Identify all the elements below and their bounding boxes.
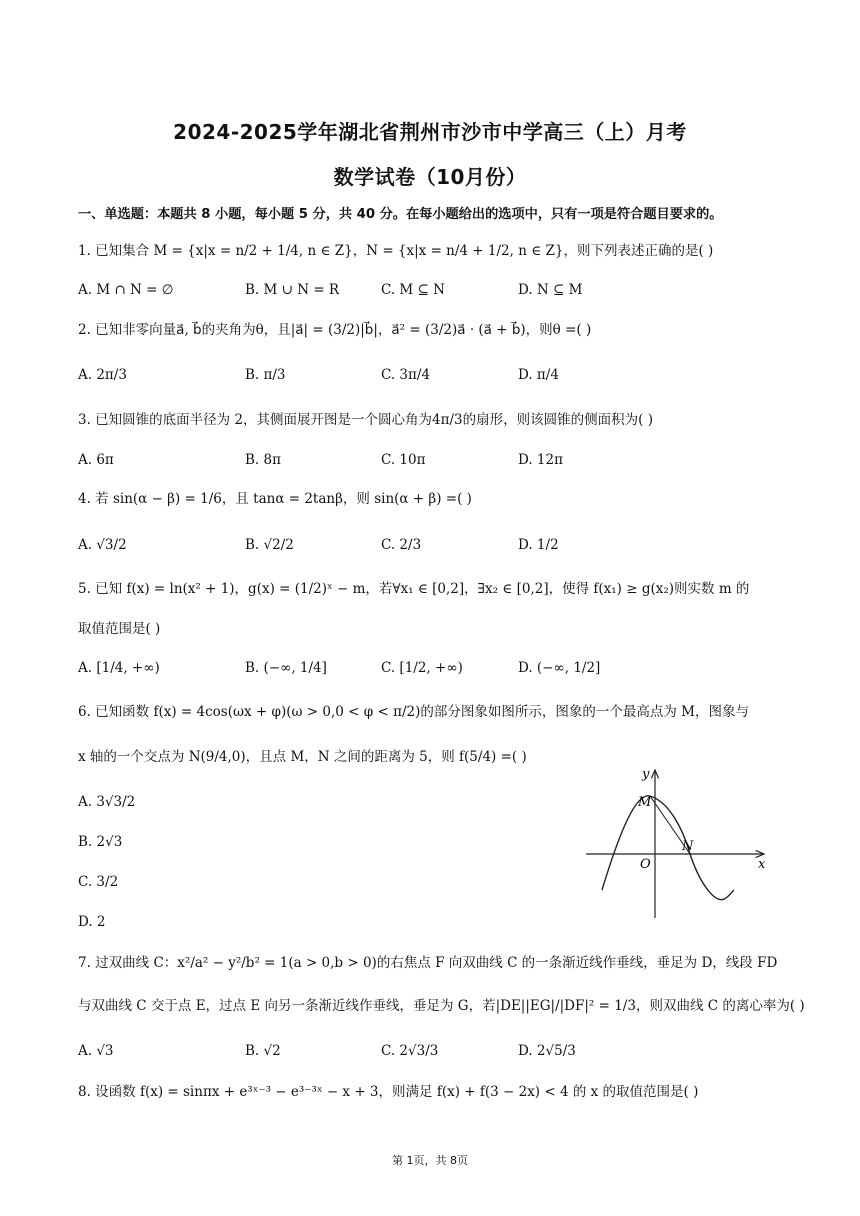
question-5-stem-line1: 5. 已知 f(x) = ln(x² + 1)，g(x) = (1/2)ˣ − m，若∀x₁ ∈ [0,2]，∃x₂ ∈ [0,2]，使得 f(x₁) ≥ g(x₂)则实数 m 的 — [78, 581, 750, 597]
question-1-options — [78, 278, 783, 302]
cosine-curve — [602, 796, 734, 900]
question-3-option-a[interactable]: A. 6π — [78, 452, 114, 468]
question-5-options — [78, 656, 783, 680]
question-2-options — [78, 363, 783, 387]
question-7-option-b[interactable]: B. √2 — [245, 1043, 281, 1059]
question-3-stem: 3. 已知圆锥的底面半径为 2，其侧面展开图是一个圆心角为4π/3的扇形，则该圆锥的侧面积为( ) — [78, 412, 653, 428]
question-5-stem-line2: 取值范围是( ) — [78, 621, 161, 637]
question-2-option-d[interactable]: D. π/4 — [518, 367, 559, 383]
question-4-option-a[interactable]: A. √3/2 — [78, 537, 127, 553]
cosine-graph-figure — [578, 762, 778, 924]
question-8-stem: 8. 设函数 f(x) = sinπx + e³ˣ⁻³ − e³⁻³ˣ − x + 3，则满足 f(x) + f(3 − 2x) < 4 的 x 的取值范围是( ) — [78, 1084, 699, 1100]
question-4-option-d[interactable]: D. 1/2 — [518, 537, 559, 553]
question-6-stem-line2: x 轴的一个交点为 N(9/4,0)，且点 M，N 之间的距离为 5，则 f(5/4) =( ) — [78, 749, 527, 765]
question-6-option-b[interactable]: B. 2√3 — [78, 834, 123, 850]
question-7-options — [78, 1039, 783, 1063]
page-footer: 第 1页，共 8页 — [392, 1154, 468, 1167]
question-3-options — [78, 448, 783, 472]
question-1-option-b[interactable]: B. M ∪ N = R — [245, 282, 340, 298]
question-6-option-a[interactable]: A. 3√3/2 — [78, 794, 136, 810]
exam-title-line1: 2024-2025学年湖北省荆州市沙市中学高三（上）月考 — [173, 120, 687, 144]
origin-label: O — [640, 857, 651, 872]
question-6-option-c[interactable]: C. 3/2 — [78, 874, 119, 890]
question-2-option-a[interactable]: A. 2π/3 — [78, 367, 127, 383]
question-1-option-c[interactable]: C. M ⊆ N — [381, 282, 445, 298]
question-2-stem: 2. 已知非零向量a⃗, b⃗的夹角为θ，且|a⃗| = (3/2)|b⃗|，a⃗² = (3/2)a⃗ · (a⃗ + b⃗)，则θ =( ) — [78, 322, 592, 338]
question-4-option-c[interactable]: C. 2/3 — [381, 537, 422, 553]
point-m-label: M — [638, 795, 652, 810]
question-5-option-d[interactable]: D. (−∞, 1/2] — [518, 660, 601, 676]
question-1-option-a[interactable]: A. M ∩ N = ∅ — [78, 282, 174, 298]
question-4-options — [78, 533, 783, 557]
question-7-option-d[interactable]: D. 2√5/3 — [518, 1043, 576, 1059]
y-axis-label: y — [642, 767, 650, 782]
point-n-label: N — [682, 839, 694, 854]
question-3-option-b[interactable]: B. 8π — [245, 452, 281, 468]
question-2-option-b[interactable]: B. π/3 — [245, 367, 286, 383]
question-7-option-a[interactable]: A. √3 — [78, 1043, 114, 1059]
question-7-option-c[interactable]: C. 2√3/3 — [381, 1043, 439, 1059]
question-6-stem-line1: 6. 已知函数 f(x) = 4cos(ωx + φ)(ω > 0,0 < φ < π/2)的部分图象如图所示，图象的一个最高点为 M，图象与 — [78, 704, 749, 720]
question-4-stem: 4. 若 sin(α − β) = 1/6，且 tanα = 2tanβ，则 sin(α + β) =( ) — [78, 491, 472, 507]
question-1-stem: 1. 已知集合 M = {x|x = n/2 + 1/4, n ∈ Z}，N = {x|x = n/4 + 1/2, n ∈ Z}，则下列表述正确的是( ) — [78, 243, 714, 259]
question-4-option-b[interactable]: B. √2/2 — [245, 537, 294, 553]
question-5-option-b[interactable]: B. (−∞, 1/4] — [245, 660, 327, 676]
question-3-option-d[interactable]: D. 12π — [518, 452, 563, 468]
question-7-stem-line2: 与双曲线 C 交于点 E，过点 E 向另一条渐近线作垂线，垂足为 G，若|DE||EG|/|DF|² = 1/3，则双曲线 C 的离心率为( ) — [78, 998, 805, 1014]
question-3-option-c[interactable]: C. 10π — [381, 452, 426, 468]
question-7-stem-line1: 7. 过双曲线 C：x²/a² − y²/b² = 1(a > 0,b > 0)的右焦点 F 向双曲线 C 的一条渐近线作垂线，垂足为 D，线段 FD — [78, 955, 778, 971]
question-6-option-d[interactable]: D. 2 — [78, 914, 106, 930]
question-2-option-c[interactable]: C. 3π/4 — [381, 367, 431, 383]
question-5-option-a[interactable]: A. [1/4, +∞) — [78, 660, 160, 676]
question-1-option-d[interactable]: D. N ⊆ M — [518, 282, 583, 298]
section-heading-single-choice: 一、单选题：本题共 8 小题，每小题 5 分，共 40 分。在每小题给出的选项中，只有一项是符合题目要求的。 — [78, 207, 723, 222]
x-axis-label: x — [758, 857, 766, 872]
question-5-option-c[interactable]: C. [1/2, +∞) — [381, 660, 463, 676]
exam-title-line2: 数学试卷（10月份） — [333, 165, 527, 189]
